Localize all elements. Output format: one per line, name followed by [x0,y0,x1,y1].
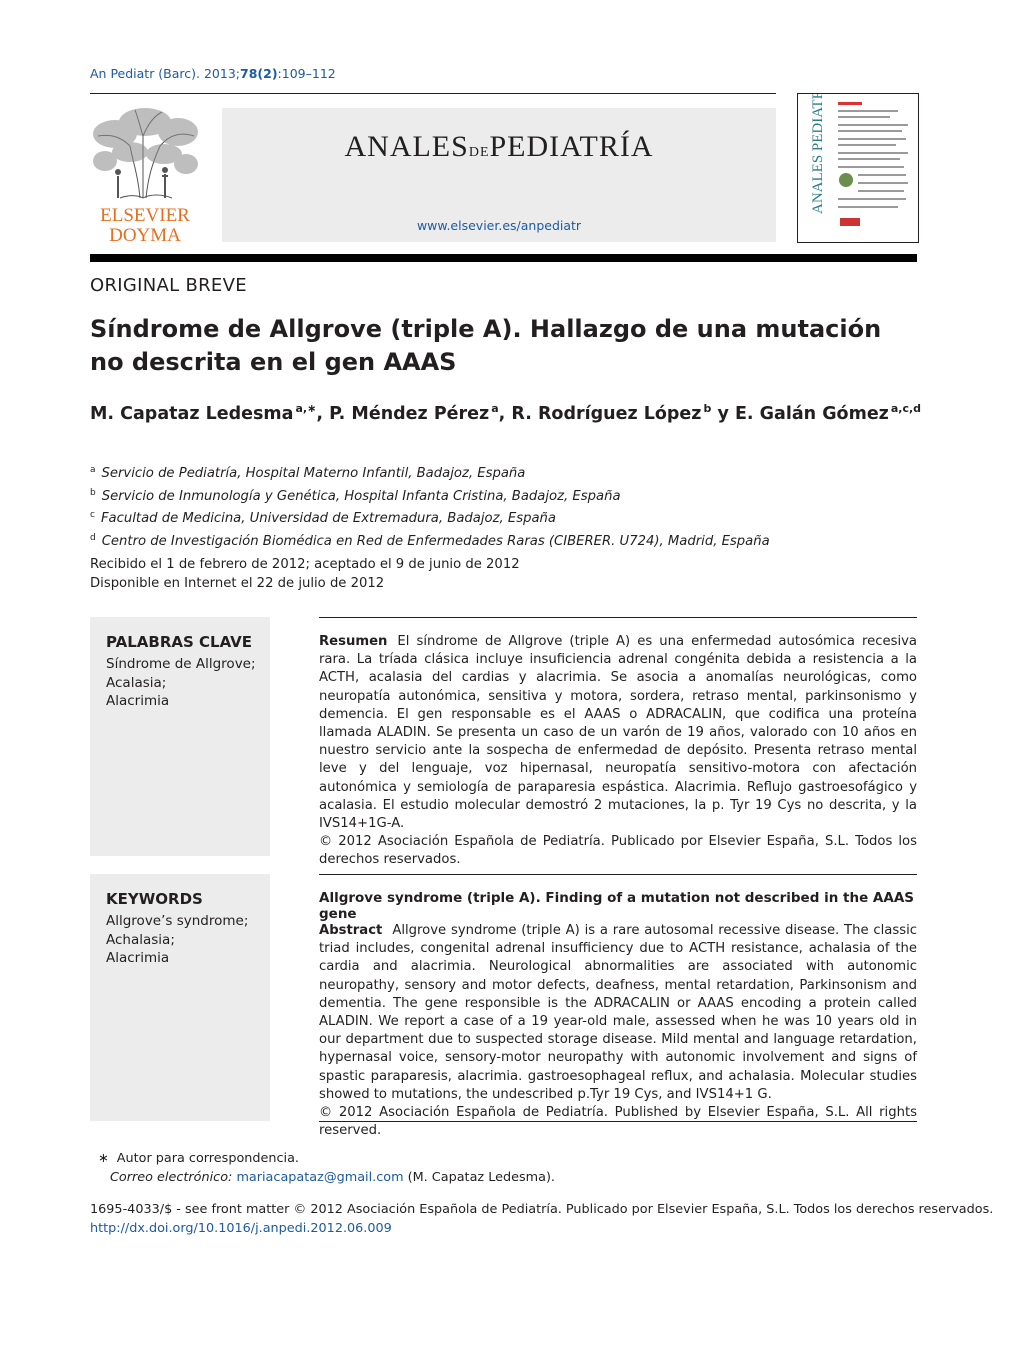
svg-text:ANALES PEDIATRÍA: ANALES PEDIATRÍA [810,94,826,214]
citation[interactable] [90,66,336,81]
keyword-item: Acalasia; [106,674,167,691]
keyword-item: Alacrimia [106,950,170,966]
abstract-body-es: El síndrome de Allgrove (triple A) es una enfermedad autosómica recesiva rara. La tríada clásica incluye insuficiencia adrenal congénita debida a resistencia a la ACTH, acalasia del cardias y alacrimia. Se asocia a anomalías neurológicas, como neuropatía autonómica, sensitiva y motora, sordera, retraso mental, parkinsonismo y demencia. El gen responsable es el AAAS o ADRACALIN, que codifica una proteína llamada ALADIN. Se presenta un caso de un varón de 19 años, valorado con 10 años en nuestro servicio ante la sospecha de enfermedad de depósito. Presenta retraso mental leve y del lenguaje, voz hipernasal, neuropatía sensitivo-motora con afectación autonómica y semiología de paraparesia espástica. Alacrimia. Reflujo gastroesofágico y acalasia. El estudio molecular demostró 2 mutaciones, la p. Tyr 19 Cys no descrita, y la IVS14+1G-A. [319,634,917,832]
article-title: Síndrome de Allgrove (triple A). Hallazgo de una mutación no descrita en el gen AAAS [90,315,882,376]
article-dates [90,556,520,593]
elsevier-logo [90,106,200,246]
keyword-item: Alacrimia [106,693,170,709]
english-title: Allgrove syndrome (triple A). Finding of a mutation not described in the AAAS gene [319,890,915,922]
received-date: Recibido el 1 de febrero de 2012; aceptado el 9 de junio de 2012 [90,557,520,572]
journal-banner [222,108,776,242]
journal-cover-icon [798,94,918,242]
doi-link[interactable]: http://dx.doi.org/10.1016/j.anpedi.2012.06.009 [90,1220,392,1236]
keywords-box-en [90,874,270,1121]
abstract-es [319,633,917,870]
abstract-body-en: Allgrove syndrome (triple A) is a rare autosomal recessive disease. The classic triad includes, congenital adrenal insufficiency due to ACTH resistance, achalasia of the cardia and alacrimia. Neurological abnormalities are associated with autonomic neuropathy, sensory and motor defects, deafness, mental retardation, Parkinsonism and dementia. The gene responsible is the ADRACALIN or AAAS encoding a protein called ALADIN. We report a case of a 19 year-old male, assessed when he was 10 years old in our department due to suspected storage disease. Mild mental and language retardation, hypernasal voice, sensory-motor neuropathy with autonomic involvement and signs of spastic paraparesis, alacrimia. gastroesophageal reflux, and achalasia. Molecular studies showed to mutations, the undescribed p.Tyr 19 Cys, and IVS14+1 G. [319,923,917,1102]
journal-title: ANALESDEPEDIATRÍA [344,130,654,163]
copyright-es: © 2012 Asociación Española de Pediatría. Publicado por Elsevier España, S.L. Todos los derechos reservados. [319,834,917,868]
keyword-item: Síndrome de Allgrove; [106,656,256,672]
keywords-heading-en: KEYWORDS [106,890,203,908]
author-affiliation-mark[interactable]: a,c,d [890,402,922,415]
front-matter: 1695-4033/$ - see front matter © 2012 Asociación Española de Pediatría. Publicado por Elsevier España, S.L. Todos los derechos reservados. http://dx.doi.org/10.1016/j.anpedi.2012.06.009 [90,1201,993,1238]
author-name[interactable]: E. Galán Gómez [734,404,889,424]
abstract-en [319,922,917,1140]
abstract-label-en: Abstract [319,923,383,938]
header-thick-rule [90,254,917,262]
correspondence-note: ∗ Autor para correspondencia. Correo electrónico: mariacapataz@gmail.com (M. Capataz Ledesma). [98,1151,556,1185]
affiliation-item: $^a$ Servicio de Pediatría, Hospital Materno Infantil, Badajoz, España [90,465,526,481]
affiliation-item: $^b$ Servicio de Inmunología y Genética, Hospital Infanta Cristina, Badajoz, España [90,487,621,504]
keywords-heading-es: PALABRAS CLAVE [106,633,253,651]
footnote-mark: ∗ [98,1151,109,1166]
affiliations [90,461,770,551]
article-section: ORIGINAL BREVE [90,275,247,296]
author-list: M. Capataz Ledesma $^{a,∗}$, P. Méndez Pérez $^a$, R. Rodríguez López $^b$ y E. Galán Gómez $^{a,c,d}$ [90,402,922,424]
email-link[interactable]: mariacapataz@gmail.com [236,1169,404,1185]
citation-volume: 78(2) [240,66,278,81]
abstract-label-es: Resumen [319,634,388,649]
keyword-item: Allgrove’s syndrome; [106,913,249,929]
publisher-name-line1: ELSEVIER [100,205,190,226]
author-affiliation-mark[interactable]: a,∗ [295,402,317,415]
citation-pages: :109–112 [277,66,336,81]
abstract-rule-top [319,617,917,618]
online-date: Disponible en Internet el 22 de julio de 2012 [90,575,385,591]
journal-cover-thumbnail [797,93,919,243]
author-name[interactable]: R. Rodríguez López [511,404,702,424]
affiliation-item: $^d$ Centro de Investigación Biomédica en Red de Enfermedades Raras (CIBERER. U724), Madrid, España [90,532,770,549]
author-name[interactable]: M. Capataz Ledesma [90,404,294,424]
keyword-item: Achalasia; [106,931,175,948]
publisher-name-line2: DOYMA [109,225,181,246]
abstract-rule-mid [319,874,917,875]
keywords-box-es [90,617,270,856]
affiliation-item: $^c$ Facultad de Medicina, Universidad de Extremadura, Badajoz, España [90,510,556,526]
journal-url-link[interactable]: www.elsevier.es/anpediatr [416,218,582,233]
citation-journal: An Pediatr (Barc). 2013; [90,66,241,81]
abstract-rule-bottom [319,1121,917,1122]
header-rule [90,93,776,94]
author-affiliation-mark[interactable]: b [703,402,712,415]
author-name[interactable]: P. Méndez Pérez [329,404,490,424]
copyright-en: © 2012 Asociación Española de Pediatría. Published by Elsevier España, S.L. All rights reserved. [319,1105,917,1139]
author-affiliation-mark[interactable]: a [491,402,499,415]
